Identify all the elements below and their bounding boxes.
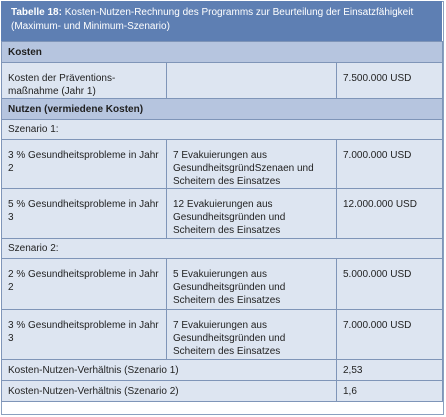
section-nutzen: Nutzen (vermiedene Kosten) [2,99,443,120]
table-row [2,259,443,310]
row-item: 3 % Gesundheitsprobleme in Jahr 3 [2,310,167,360]
row-value: 5.000.000 USD [337,259,443,310]
scenario-row [2,239,443,259]
row-detail: 7 Evakuierungen aus Gesundheitsgründen und Scheitern des Einsatzes [167,310,337,360]
caption-label: Tabelle 18: [11,7,62,18]
ratio-label: Kosten-Nutzen-Verhältnis (Szenario 1) [2,360,337,381]
table-row [2,140,443,189]
ratio-row [2,360,443,381]
table-row [2,63,443,99]
section-row-nutzen [2,99,443,120]
table-caption [1,1,442,41]
row-value: 12.000.000 USD [337,189,443,239]
section-kosten: Kosten [2,42,443,63]
row-detail: 5 Evakuierungen aus Gesundheitsgründen und Scheitern des Einsatzes [167,259,337,310]
cost-benefit-table [1,41,443,402]
ratio-label: Kosten-Nutzen-Verhältnis (Szenario 2) [2,381,337,402]
scenario-row [2,120,443,140]
scenario-label: Szenario 2: [2,239,443,259]
scenario-label: Szenario 1: [2,120,443,140]
ratio-value: 1,6 [337,381,443,402]
row-detail: 7 Evakuierungen aus GesundheitsgründSzenaen und Scheitern des Einsatzes [167,140,337,189]
row-item: 2 % Gesundheitsprobleme in Jahr 2 [2,259,167,310]
row-value: 7.000.000 USD [337,140,443,189]
row-detail: 12 Evakuierungen aus Gesundheitsgründen und Scheitern des Einsatzes [167,189,337,239]
table-row [2,189,443,239]
row-value: 7.000.000 USD [337,310,443,360]
row-item: 5 % Gesundheitsprobleme in Jahr 3 [2,189,167,239]
row-item: 3 % Gesundheitsprobleme in Jahr 2 [2,140,167,189]
table-row [2,310,443,360]
ratio-row [2,381,443,402]
row-detail [167,63,337,99]
section-row-kosten [2,42,443,63]
ratio-value: 2,53 [337,360,443,381]
row-item: Kosten der Präventions-maßnahme (Jahr 1) [2,63,167,99]
caption-text: Kosten-Nutzen-Rechnung des Programms zur Beurteilung der Einsatzfähigkeit (Maximum- und Minimum-Szenario) [11,7,414,32]
row-value: 7.500.000 USD [337,63,443,99]
